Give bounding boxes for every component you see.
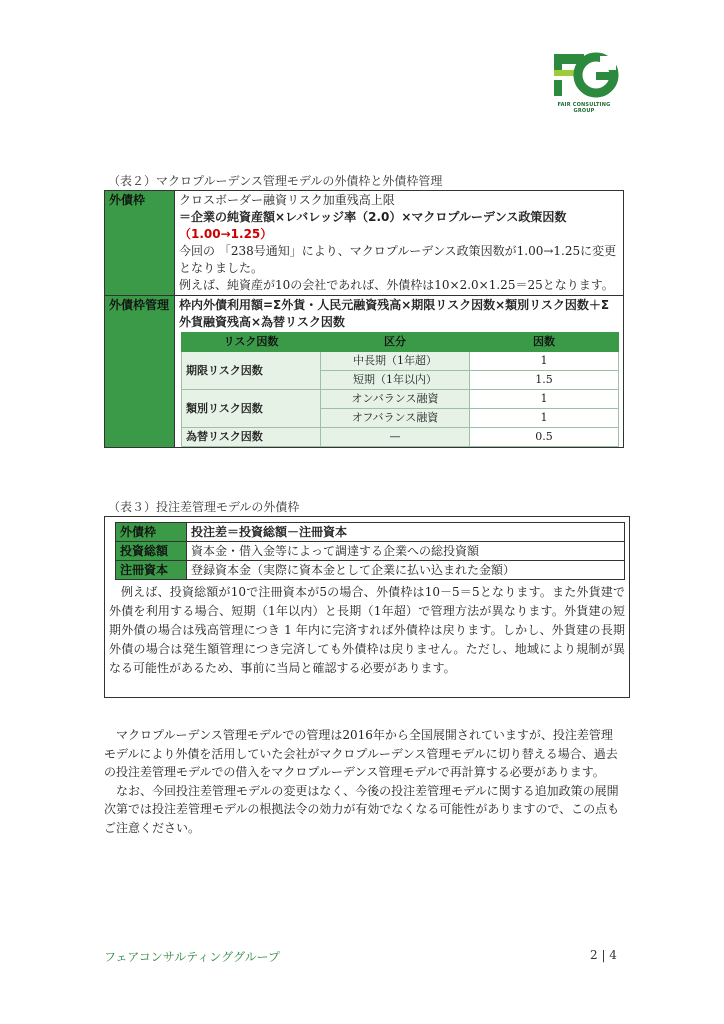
risk-value: 0.5 xyxy=(470,428,619,447)
risk-category: 為替リスク因数 xyxy=(182,428,321,447)
table2-row2-header: 外債枠管理 xyxy=(105,296,175,448)
risk-header-category: 区分 xyxy=(321,333,470,352)
row1-example: 例えば、純資産が10の会社であれば、外債枠は10×2.0×1.25＝25となります。 xyxy=(179,278,614,292)
fg-logo-mark-icon xyxy=(548,48,620,104)
table-row xyxy=(116,561,625,580)
logo-text: FAIR CONSULTING GROUP xyxy=(557,102,611,114)
risk-label: — xyxy=(321,428,470,447)
row1-factor-change: （1.00→1.25） xyxy=(179,227,273,241)
table3-header: 外債枠 xyxy=(116,523,187,542)
table2-row-limit-management xyxy=(105,296,624,448)
row2-formula: 枠内外債利用額=Σ外貨・人民元融資残高×期限リスク因数×類別リスク因数＋Σ外貨融資残高×為替リスク因数 xyxy=(179,298,610,329)
table2-caption: （表２）マクロプルーデンス管理モデルの外債枠と外債枠管理 xyxy=(108,174,443,188)
table-row xyxy=(182,428,619,447)
body-paragraph-2: なお、今回投注差管理モデルの変更はなく、今後の投注差管理モデルに関する追加政策の展開次第では投注差管理モデルの根拠法令の効力が有効でなくなる可能性がありますので、この点もご注意ください。 xyxy=(104,783,620,835)
table3-header: 注冊資本 xyxy=(116,561,187,580)
table3-cell: 登録資本金（実際に資本金として企業に払い込まれた金額） xyxy=(187,561,625,580)
table3 xyxy=(115,522,625,580)
risk-label: オフバランス融資 xyxy=(321,409,470,428)
table3-header: 投資総額 xyxy=(116,542,187,561)
risk-value: 1 xyxy=(470,409,619,428)
table3-note: 例えば、投資総額が10で注冊資本が5の場合、外債枠は10－5＝5となります。また外貨建で外債を利用する場合、短期（1年以内）と長期（1年超）で管理方法が異なります。外貨建の短期外債の場合は残高管理につき 1 年内に完済すれば外債枠は戻ります。しかし、外貨建の長期外債の場合は発生額管理につき完済しても外債枠は戻りません。ただし、地域により規制が異なる可能性があるため、事前に当局と確認する必要があります。 xyxy=(109,585,625,675)
page-number: 2 | 4 xyxy=(590,948,617,962)
table3-cell: 投注差＝投資総額－注冊資本 xyxy=(187,523,625,542)
table2-row-external-debt-limit xyxy=(105,191,624,296)
risk-value: 1 xyxy=(470,390,619,409)
risk-table-header-row xyxy=(182,333,619,352)
table-row xyxy=(182,390,619,409)
table2-row1-header: 外債枠 xyxy=(105,191,175,296)
table2 xyxy=(104,190,624,448)
table2-row2-content xyxy=(175,296,624,448)
body-text xyxy=(104,726,624,837)
row1-formula: ＝企業の純資産額×レバレッジ率（2.0）×マクロプルーデンス政策因数 xyxy=(179,210,567,224)
company-logo xyxy=(548,48,620,110)
table2-row1-content xyxy=(175,191,624,296)
table-row xyxy=(182,352,619,371)
row1-note: 今回の 「238号通知」により、マクロプルーデンス政策因数が1.00→1.25に変更となりました。 xyxy=(179,244,617,275)
risk-category: 類別リスク因数 xyxy=(182,390,321,428)
table3-box xyxy=(104,516,630,698)
row1-line1: クロスボーダー融資リスク加重残高上限 xyxy=(179,193,395,207)
risk-label: 短期（1年以内） xyxy=(321,371,470,390)
risk-value: 1 xyxy=(470,352,619,371)
table3-caption: （表３）投注差管理モデルの外債枠 xyxy=(108,500,300,514)
risk-category: 期限リスク因数 xyxy=(182,352,321,390)
risk-label: 中長期（1年超） xyxy=(321,352,470,371)
risk-value: 1.5 xyxy=(470,371,619,390)
table-row xyxy=(116,523,625,542)
risk-header-factor: リスク因数 xyxy=(182,333,321,352)
footer-company: フェアコンサルティンググループ xyxy=(104,950,281,964)
table-row xyxy=(116,542,625,561)
risk-header-value: 因数 xyxy=(470,333,619,352)
risk-label: オンバランス融資 xyxy=(321,390,470,409)
body-paragraph-1: マクロプルーデンス管理モデルでの管理は2016年から全国展開されていますが、投注差管理モデルにより外債を活用していた会社がマクロプルーデンス管理モデルに切り替える場合、過去の投注差管理モデルでの借入をマクロプルーデンス管理モデルで再計算する必要があります。 xyxy=(104,728,618,779)
table3-cell: 資本金・借入金等によって調達する企業への総投資額 xyxy=(187,542,625,561)
risk-factor-table xyxy=(181,332,619,447)
